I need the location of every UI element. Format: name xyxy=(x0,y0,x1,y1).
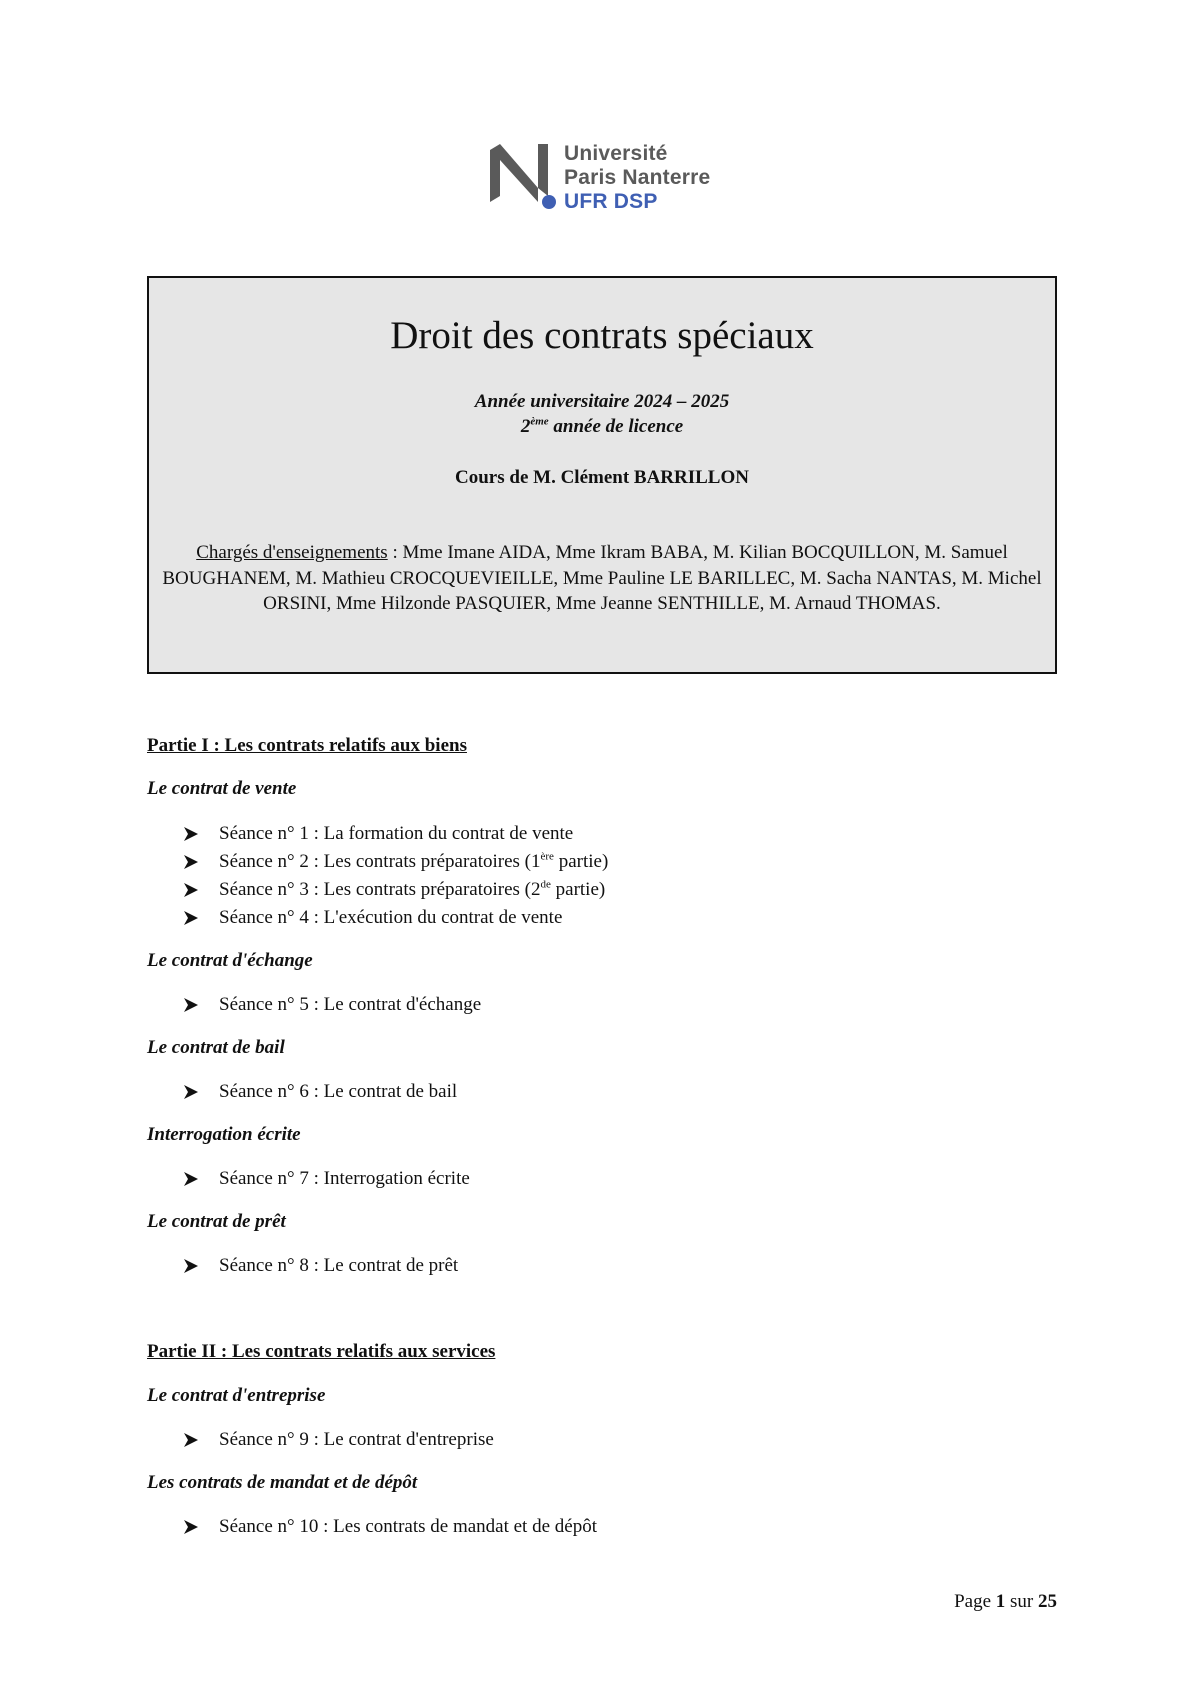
list-item xyxy=(183,878,605,902)
list-item xyxy=(183,1428,494,1452)
paris-nanterre-logo-mark-icon xyxy=(490,144,548,202)
study-level xyxy=(149,415,1055,439)
arrow-bullet-icon xyxy=(183,1432,219,1448)
session-8: Séance n° 8 : Le contrat de prêt xyxy=(219,1255,459,1276)
arrow-bullet-icon xyxy=(183,854,219,870)
section-heading-pret: Le contrat de prêt xyxy=(147,1211,286,1232)
session-10: Séance n° 10 : Les contrats de mandat et de dépôt xyxy=(219,1516,597,1537)
session-2-text: Séance n° 2 : Les contrats préparatoires (1 xyxy=(219,851,541,872)
level-superscript: ème xyxy=(530,415,549,428)
arrow-bullet-icon xyxy=(183,1171,219,1187)
list-item xyxy=(183,850,608,874)
logo-paris-nanterre: Paris Nanterre xyxy=(564,166,711,189)
session-3-text: Séance n° 3 : Les contrats préparatoires (2 xyxy=(219,879,541,900)
session-3-end: partie) xyxy=(550,879,606,900)
arrow-bullet-icon xyxy=(183,826,219,842)
section-heading-bail: Le contrat de bail xyxy=(147,1037,285,1058)
course-lecturer: Cours de M. Clément BARRILLON xyxy=(455,467,749,488)
session-3-sup: de xyxy=(540,878,551,891)
list-item xyxy=(183,1080,457,1104)
session-7: Séance n° 7 : Interrogation écrite xyxy=(219,1168,470,1189)
section-heading-interrogation: Interrogation écrite xyxy=(147,1124,301,1145)
section-heading-mandat-depot: Les contrats de mandat et de dépôt xyxy=(147,1472,418,1493)
arrow-bullet-icon xyxy=(183,882,219,898)
logo-text xyxy=(564,142,710,214)
session-2 xyxy=(219,850,608,874)
list-item xyxy=(183,1167,470,1191)
session-3 xyxy=(219,878,605,902)
arrow-bullet-icon xyxy=(183,1258,219,1274)
academic-year: Année universitaire 2024 – 2025 xyxy=(474,391,730,412)
session-2-sup: ère xyxy=(540,850,554,863)
arrow-bullet-icon xyxy=(183,910,219,926)
level-ordinal: 2 xyxy=(520,416,531,437)
page-prefix: Page xyxy=(954,1591,996,1612)
arrow-bullet-icon xyxy=(183,1519,219,1535)
page-middle: sur xyxy=(1005,1591,1038,1612)
level-rest: année de licence xyxy=(548,416,684,437)
session-9: Séance n° 9 : Le contrat d'entreprise xyxy=(219,1429,494,1450)
logo-ufr-dsp: UFR DSP xyxy=(564,190,658,213)
arrow-bullet-icon xyxy=(183,1084,219,1100)
part-1-heading: Partie I : Les contrats relatifs aux biens xyxy=(147,735,467,756)
part-2-heading: Partie II : Les contrats relatifs aux services xyxy=(147,1341,496,1362)
teaching-staff xyxy=(161,540,1043,617)
university-logo xyxy=(490,144,730,220)
session-2-end: partie) xyxy=(553,851,609,872)
section-heading-vente: Le contrat de vente xyxy=(147,778,297,799)
session-1: Séance n° 1 : La formation du contrat de vente xyxy=(219,823,574,844)
list-item xyxy=(183,1515,597,1539)
session-5: Séance n° 5 : Le contrat d'échange xyxy=(219,994,482,1015)
page-number xyxy=(954,1590,1057,1614)
list-item xyxy=(183,822,573,846)
session-6: Séance n° 6 : Le contrat de bail xyxy=(219,1081,458,1102)
teachers-label: Chargés d'enseignements xyxy=(196,542,388,563)
page-total: 25 xyxy=(1038,1591,1057,1612)
section-heading-entreprise: Le contrat d'entreprise xyxy=(147,1385,326,1406)
list-item xyxy=(183,1254,458,1278)
list-item xyxy=(183,906,562,930)
title-box xyxy=(147,276,1057,674)
logo-dot-icon xyxy=(542,195,556,209)
page-current: 1 xyxy=(995,1591,1006,1612)
list-item xyxy=(183,993,481,1017)
section-heading-echange: Le contrat d'échange xyxy=(147,950,313,971)
teachers-list: : Mme Imane AIDA, Mme Ikram BABA, M. Kilian BOCQUILLON, M. Samuel BOUGHANEM, M. Mathieu CROCQUEVIEILLE, Mme Pauline LE BARILLEC, M. Sacha NANTAS, M. Michel ORSINI, Mme Hilzonde PASQUIER, Mme Jeanne SENTHILLE, M. Arnaud THOMAS. xyxy=(162,542,1042,614)
arrow-bullet-icon xyxy=(183,997,219,1013)
session-4: Séance n° 4 : L'exécution du contrat de vente xyxy=(219,907,563,928)
logo-university: Université xyxy=(564,142,668,165)
document-title: Droit des contrats spéciaux xyxy=(390,314,814,357)
logo-ufr-line xyxy=(564,190,710,214)
